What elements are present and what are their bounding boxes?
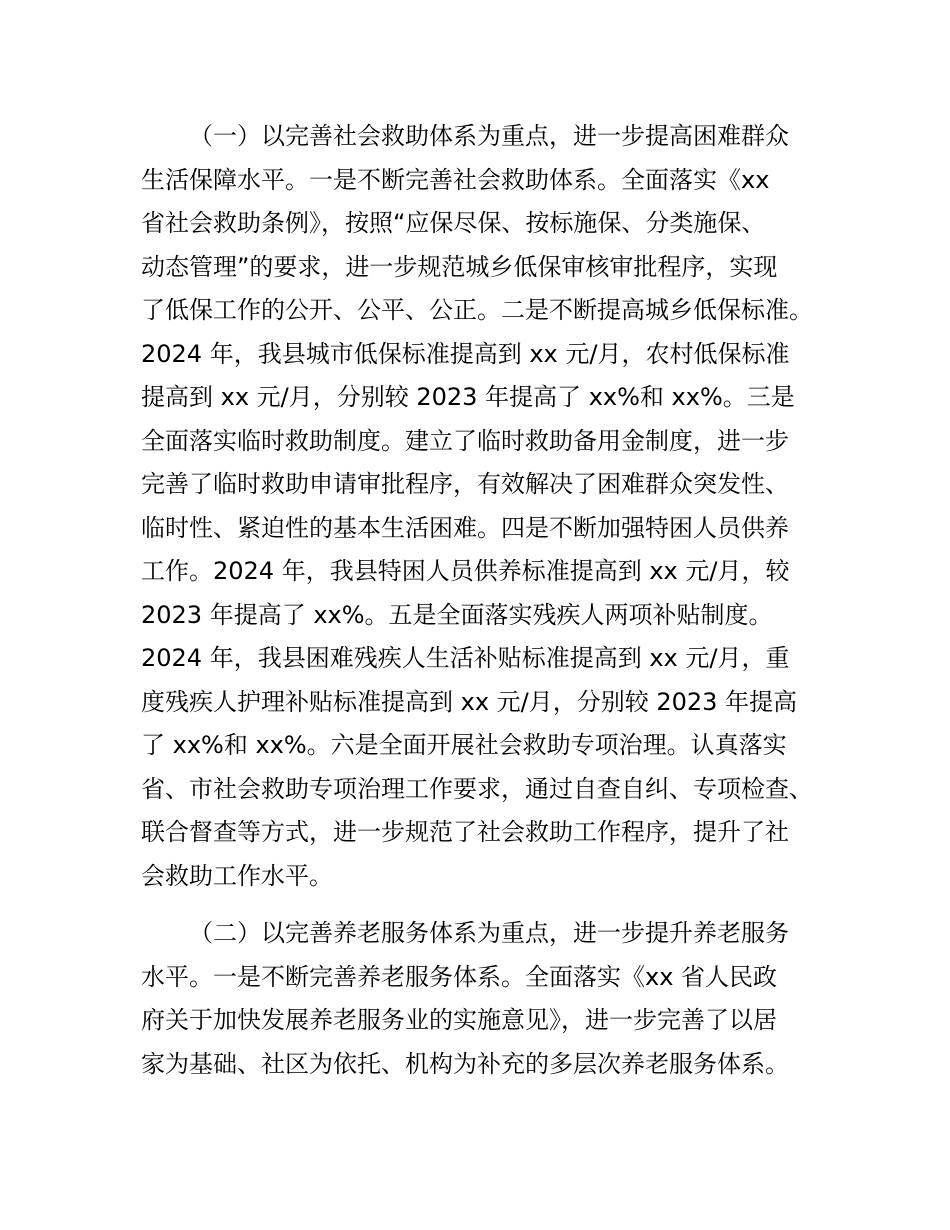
paragraph-line: 度残疾人护理补贴标准提高到 xx 元/月，分别较 2023 年提高 <box>141 687 798 716</box>
paragraph-line: 会救助工作水平。 <box>141 861 333 890</box>
paragraph-line: 工作。2024 年，我县特困人员供养标准提高到 xx 元/月，较 <box>141 557 790 585</box>
paragraph-line: 2024 年，我县城市低保标准提高到 xx 元/月，农村低保标准 <box>141 339 790 368</box>
paragraph-line: 水平。一是不断完善养老服务体系。全面落实《xx 省人民政 <box>141 962 778 991</box>
paragraph-line: 了 xx%和 xx%。六是全面开展社会救助专项治理。认真落实 <box>141 731 787 759</box>
paragraph-line: 了低保工作的公开、公平、公正。二是不断提高城乡低保标准。 <box>141 296 813 324</box>
paragraph-line: 2024 年，我县困难残疾人生活补贴标准提高到 xx 元/月，重 <box>141 644 790 672</box>
paragraph-line: 完善了临时救助申请审批程序，有效解决了困难群众突发性、 <box>141 470 789 498</box>
paragraph-line: 省、市社会救助专项治理工作要求，通过自查自纠、专项检查、 <box>141 774 813 803</box>
paragraph-elderly-care <box>141 912 841 1086</box>
paragraph-line: 家为基础、社区为依托、机构为补充的多层次养老服务体系。 <box>141 1049 789 1078</box>
paragraph-line: 2023 年提高了 xx%。五是全面落实残疾人两项补贴制度。 <box>141 600 773 629</box>
paragraph-line: 提高到 xx 元/月，分别较 2023 年提高了 xx%和 xx%。三是 <box>141 383 795 411</box>
paragraph-line: （一）以完善社会救助体系为重点，进一步提高困难群众 <box>189 122 789 150</box>
paragraph-line: 省社会救助条例》，按照“应保尽保、按标施保、分类施保、 <box>141 209 766 237</box>
paragraph-line: 动态管理”的要求，进一步规范城乡低保审核审批程序，实现 <box>141 252 778 281</box>
paragraph-line: （二）以完善养老服务体系为重点，进一步提升养老服务 <box>189 919 789 947</box>
paragraph-line: 全面落实临时救助制度。建立了临时救助备用金制度，进一步 <box>141 426 789 455</box>
paragraph-social-assistance <box>141 115 841 898</box>
paragraph-line: 临时性、紧迫性的基本生活困难。四是不断加强特困人员供养 <box>141 513 789 542</box>
paragraph-line: 府关于加快发展养老服务业的实施意见》，进一步完善了以居 <box>141 1006 777 1034</box>
paragraph-line: 生活保障水平。一是不断完善社会救助体系。全面落实《xx <box>141 165 770 194</box>
paragraph-line: 联合督查等方式，进一步规范了社会救助工作程序，提升了社 <box>141 818 789 846</box>
